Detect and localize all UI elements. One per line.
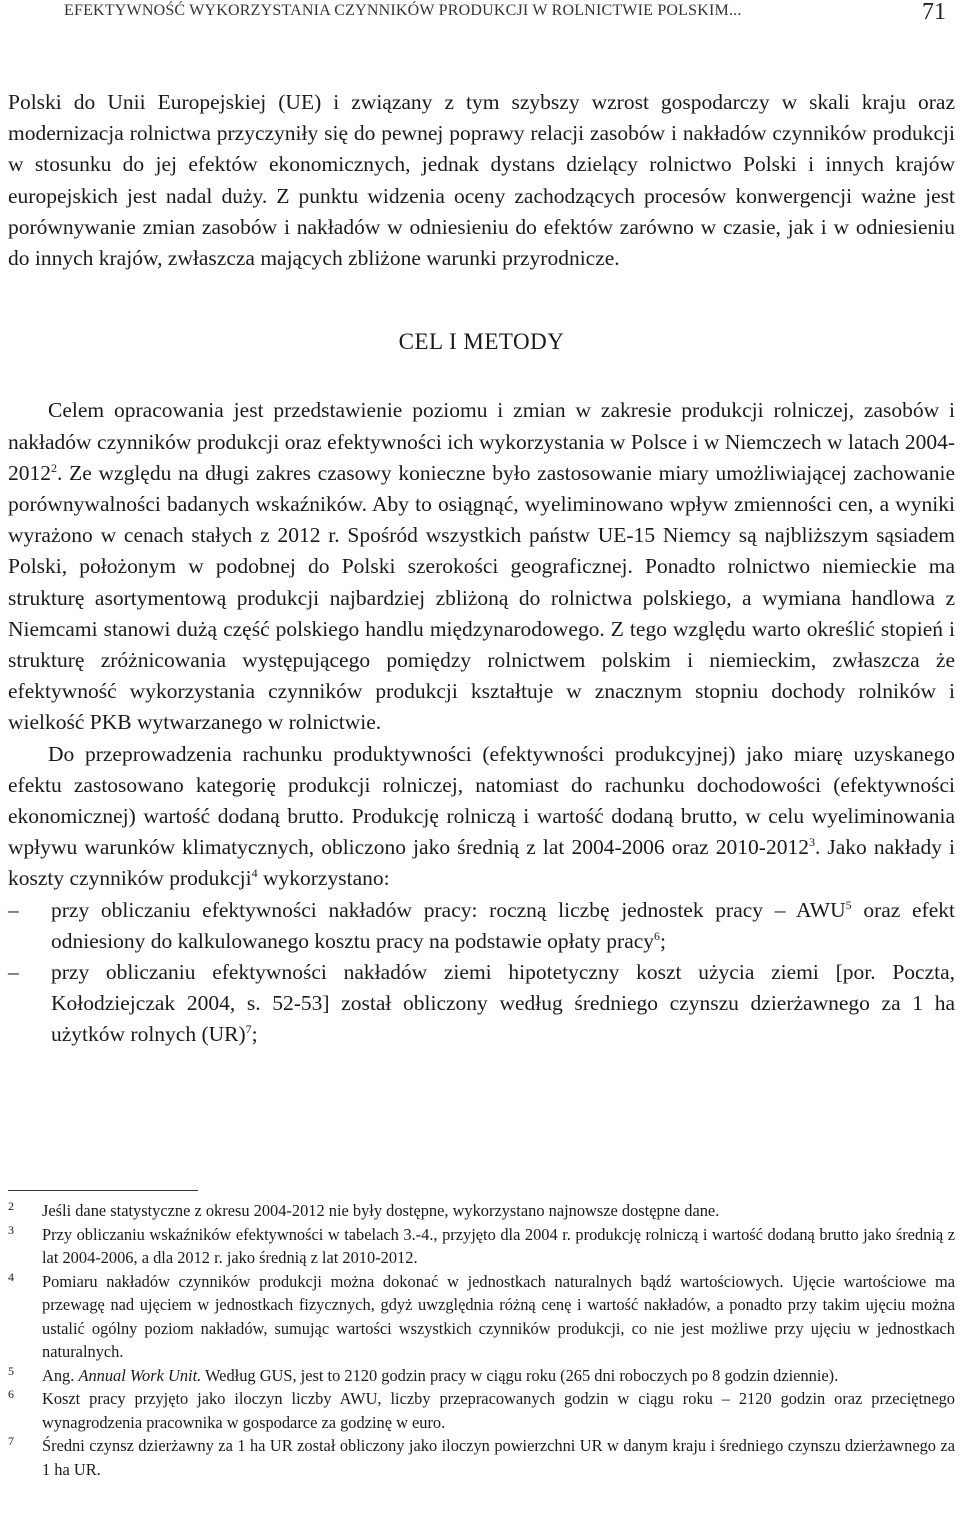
footnote-5: 5 Ang. Annual Work Unit. Według GUS, jest to 2120 godzin pracy w ciągu roku (265 dni roboczych po 8 godzin dziennie). — [8, 1363, 839, 1385]
footnotes — [8, 1199, 955, 1481]
footnote-2: 2 Jeśli dane statystyczne z okresu 2004-2012 nie były dostępne, wykorzystano najnowsze dostępne dane. — [8, 1199, 720, 1220]
footnote-4: 4 Pomiaru nakładów czynników produkcji można dokonać w jednostkach naturalnych bądź wartościowych. Ujęcie wartościowe ma przewagę nad ujęciem w jednostkach fizycznych, gdyż uwzględnia różną cenę i wartość nakładów, a ponadto przy takim ujęciu można ustalić ogólny poziom nakładów, sumując wartości wszystkich czynników produkcji, co nie jest możliwe przy ujęciu w jednostkach naturalnych. — [8, 1269, 955, 1361]
running-head: EFEKTYWNOŚĆ WYKORZYSTANIA CZYNNIKÓW PRODUKCJI W ROLNICTWIE POLSKIM... — [64, 2, 742, 19]
section-heading: CEL I METODY — [398, 329, 565, 355]
input-list — [8, 895, 955, 1051]
list-item: – przy obliczaniu efektywności nakładów pracy: roczną liczbę jednostek pracy – AWU$^5$ oraz efekt odniesiony do kalkulowanego kosztu pracy na podstawie opłaty pracy$^6$; — [8, 895, 955, 957]
body-text — [8, 87, 955, 1051]
list-item: – przy obliczaniu efektywności nakładów ziemi hipotetyczny koszt użycia ziemi [por. Poczta, Kołodziejczak 2004, s. 52-53] został obliczony według średniego czynszu dzierżawnego za 1 ha użytków rolnych (UR)$^7$; — [8, 957, 955, 1051]
list-dash: – — [8, 960, 19, 985]
intro-paragraph: Polski do Unii Europejskiej (UE) i związany z tym szybszy wzrost gospodarczy w skali kraju oraz modernizacja rolnictwa przyczyniły się do pewnej poprawy relacji zasobów i nakładów czynników produkcji w stosunku do jej efektów ekonomicznych, jednak dystans dzielący rolnictwo Polski i innych krajów europejskich jest nadal duży. Z punktu widzenia oceny zachodzących procesów konwergencji ważne jest porównywanie zmian zasobów i nakładów w odniesieniu do efektów zarówno w czasie, jak i w odniesieniu do innych krajów, zwłaszcza mających zbliżone warunki przyrodnicze. — [8, 90, 955, 271]
list-dash: – — [8, 897, 19, 922]
footnote-3: 3 Przy obliczaniu wskaźników efektywności w tabelach 3.-4., przyjęto dla 2004 r. produkcję rolniczą i wartość dodaną brutto jako średnią z lat 2004-2006, a dla 2012 r. jako średnią z lat 2010-2012. — [8, 1222, 955, 1267]
footnote-7: 7 Średni czynsz dzierżawny za 1 ha UR został obliczony jako iloczyn powierzchni UR w danym kraju i średniego czynszu dzierżawnego za 1 ha UR. — [8, 1434, 955, 1479]
footnote-ref-5[interactable]: 5 — [845, 897, 852, 912]
section-paragraph-2: Do przeprowadzenia rachunku produktywności (efektywności produkcyjnej) jako miarę uzyskanego efektu zastosowano kategorię produkcji rolniczej, natomiast do rachunku dochodowości (efektywności ekonomicznej) wartość dodaną brutto. Produkcję rolniczą i wartość dodaną brutto, w celu wyeliminowania wpływu warunków klimatycznych, obliczono jako średnią z lat 2004-2006 oraz 2010-2012$^3$. Jako nakłady i koszty czynników produkcji$^4$ wykorzystano: — [8, 741, 955, 891]
footnote-ref-7[interactable]: 7 — [245, 1022, 252, 1037]
section-paragraph-1: Celem opracowania jest przedstawienie poziomu i zmian w zakresie produkcji rolniczej, zasobów i nakładów czynników produkcji oraz efektywności ich wykorzystania w Polsce i w Niemczech w latach 2004-2012$^2$. Ze względu na długi zakres czasowy konieczne było zastosowanie miary umożliwiającej zachowanie porównywalności badanych wskaźników. Aby to osiągnąć, wyeliminowano wpływ zmienności cen, a wyniki wyrażono w cenach stałych z 2012 r. Spośród wszystkich państw UE-15 Niemcy są najbliższym sąsiadem Polski, położonym w podobnej do Polski szerokości geograficznej. Ponadto rolnictwo niemieckie ma strukturę asortymentową produkcji najbardziej zbliżoną do rolnictwa polskiego, a wymiana handlowa z Niemcami stanowi dużą część polskiego handlu międzynarodowego. Z tego względu warto określić stopień i strukturę zróżnicowania występującego pomiędzy rolnictwem polskim i niemieckim, zwłaszcza że efektywność wykorzystania czynników produkcji kształtuje w znacznym stopniu dochody rolników i wielkość PKB wytwarzanego w rolnictwie. — [8, 398, 955, 735]
page-number: 71 — [922, 0, 946, 25]
footnote-divider — [8, 1190, 198, 1191]
footnote-ref-3[interactable]: 3 — [808, 835, 815, 850]
footnote-ref-6[interactable]: 6 — [654, 928, 661, 943]
footnote-6: 6 Koszt pracy przyjęto jako iloczyn liczby AWU, liczby przepracowanych godzin w ciągu roku – 2120 godzin oraz przeciętnego wynagrodzenia pracownika w gospodarce za godzinę w euro. — [8, 1387, 955, 1432]
footnote-ref-4[interactable]: 4 — [251, 866, 258, 881]
footnote-ref-2[interactable]: 2 — [51, 460, 57, 475]
